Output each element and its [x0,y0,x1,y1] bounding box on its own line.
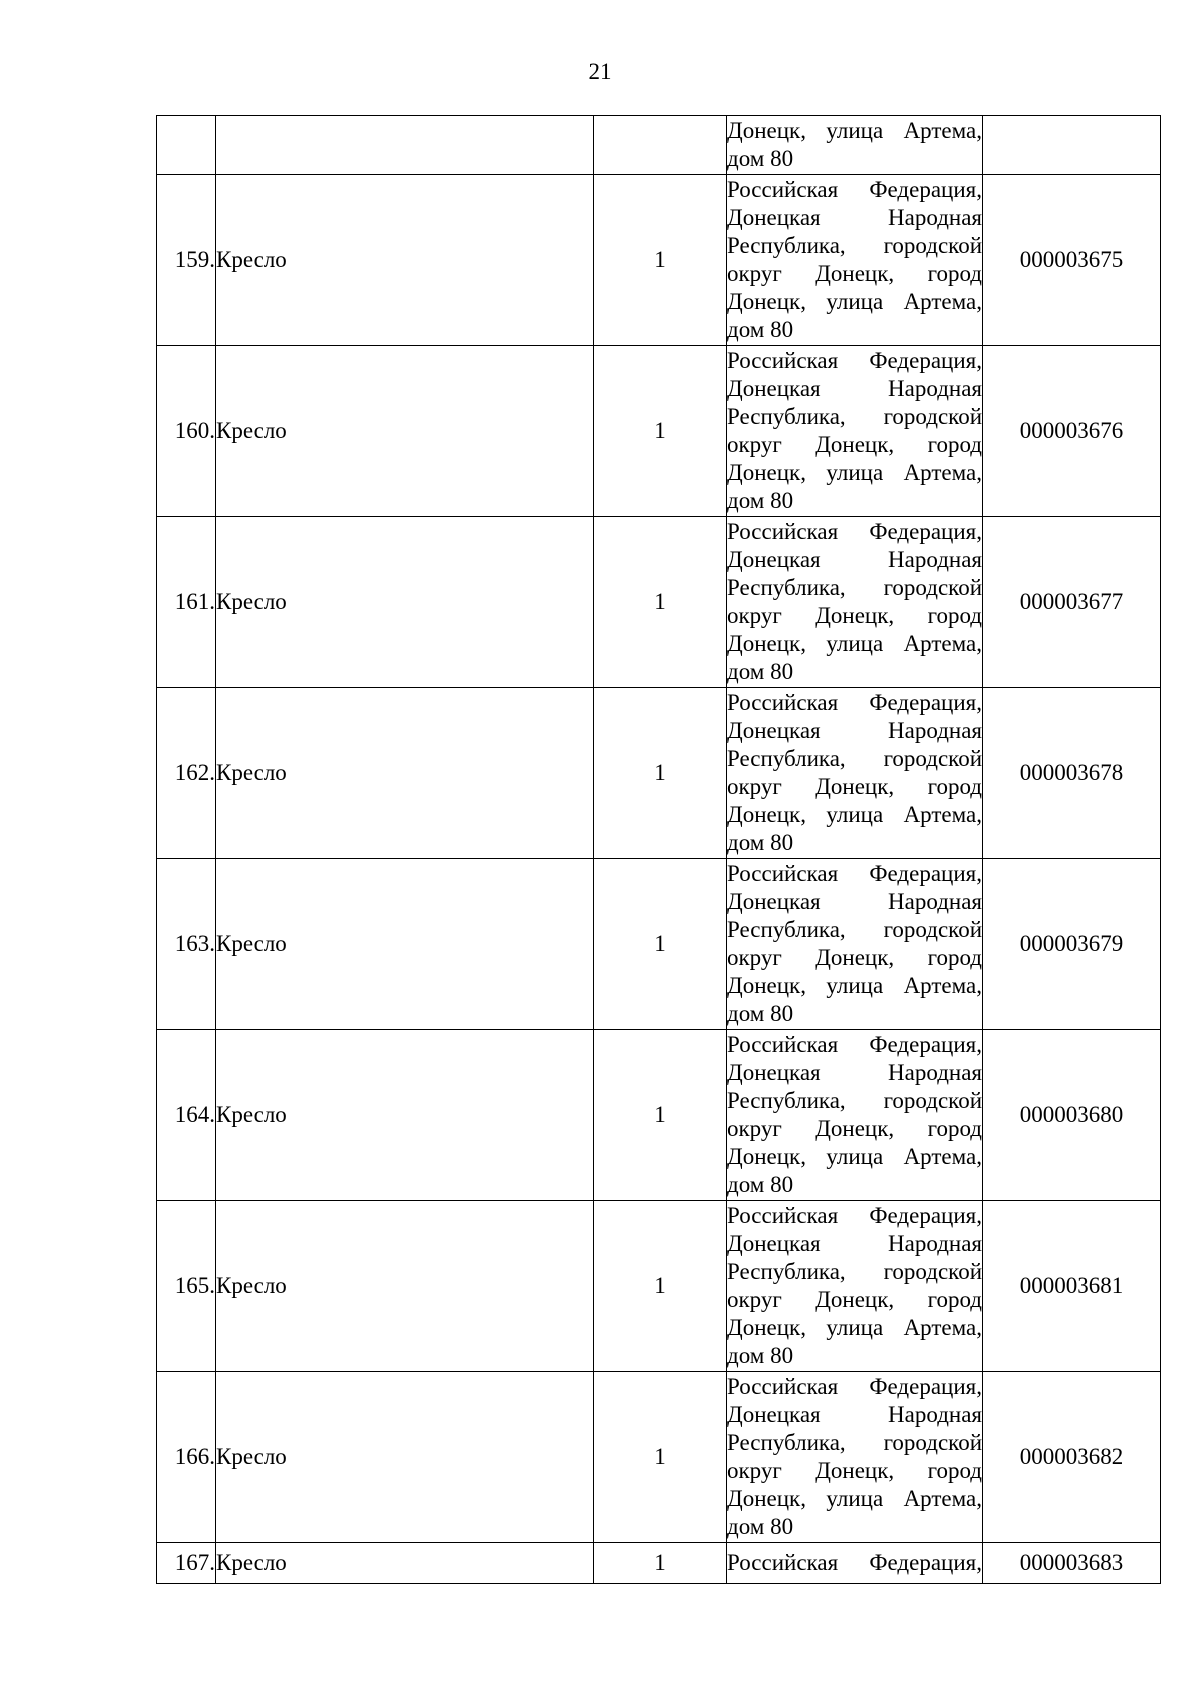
address-line: Республика, городской [727,575,982,600]
address-line: округ Донецк, город [727,1116,982,1141]
quantity-cell: 1 [594,1030,727,1201]
page-number: 21 [588,59,612,84]
inventory-code-cell: 000003677 [983,517,1161,688]
address-cell [727,688,983,859]
address-line: Донецк, улица Артема, [727,802,982,827]
address-line: Российская Федерация, [727,348,982,373]
row-number-cell: 163. [157,859,216,1030]
address-line: Донецк, улица Артема, [727,631,982,656]
address-cell [727,116,983,175]
quantity-cell: 1 [594,175,727,346]
quantity-cell: 1 [594,346,727,517]
address-line: Донецк, улица Артема, [727,1144,982,1169]
row-number-cell: 166. [157,1372,216,1543]
address-line: Донецкая Народная [727,889,982,914]
address-line: Российская Федерация, [727,690,982,715]
table-row-continuation [157,116,1161,175]
quantity-cell: 1 [594,1372,727,1543]
table-row [157,1030,1161,1201]
address-line: Республика, городской [727,233,982,258]
address-cell [727,517,983,688]
quantity-cell: 1 [594,517,727,688]
address-line: округ Донецк, город [727,1458,982,1483]
address-cell [727,346,983,517]
address-line: дом 80 [727,659,794,684]
address-line: Республика, городской [727,746,982,771]
address-line: округ Донецк, город [727,945,982,970]
inventory-code-cell: 000003678 [983,688,1161,859]
address-line: Республика, городской [727,1088,982,1113]
item-name-cell: Кресло [216,346,594,517]
inventory-code-cell: 000003681 [983,1201,1161,1372]
address-line: Российская Федерация, [727,1550,982,1575]
inventory-code-cell: 000003680 [983,1030,1161,1201]
inventory-code-cell: 000003679 [983,859,1161,1030]
quantity-cell: 1 [594,1543,727,1584]
address-line: дом 80 [727,830,794,855]
address-line: Донецкая Народная [727,1402,982,1427]
address-line: Российская Федерация, [727,1374,982,1399]
quantity-cell: 1 [594,688,727,859]
row-number-cell: 167. [157,1543,216,1584]
address-line: дом 80 [727,317,794,342]
address-line: Российская Федерация, [727,177,982,202]
address-line: дом 80 [727,146,794,171]
address-line: Республика, городской [727,1430,982,1455]
table-row [157,1201,1161,1372]
row-number-cell [157,116,216,175]
address-line: Донецкая Народная [727,718,982,743]
address-line: Донецк, улица Артема, [727,460,982,485]
inventory-code-cell [983,116,1161,175]
item-name-cell: Кресло [216,859,594,1030]
row-number-cell: 164. [157,1030,216,1201]
item-name-cell: Кресло [216,1030,594,1201]
address-line: Российская Федерация, [727,519,982,544]
address-line: Донецк, улица Артема, [727,973,982,998]
item-name-cell [216,116,594,175]
address-line: Донецкая Народная [727,376,982,401]
table-row [157,1543,1161,1584]
table-row [157,517,1161,688]
address-line: дом 80 [727,1172,794,1197]
address-cell [727,1030,983,1201]
address-line: Донецкая Народная [727,1060,982,1085]
row-number-cell: 159. [157,175,216,346]
address-cell [727,1543,983,1584]
address-line: Российская Федерация, [727,1032,982,1057]
address-line: Донецк, улица Артема, [727,289,982,314]
address-line: Донецк, улица Артема, [727,118,982,143]
address-line: дом 80 [727,1001,794,1026]
inventory-code-cell: 000003675 [983,175,1161,346]
quantity-cell: 1 [594,859,727,1030]
address-cell [727,1372,983,1543]
address-line: дом 80 [727,488,794,513]
address-line: Донецк, улица Артема, [727,1315,982,1340]
address-cell [727,859,983,1030]
inventory-code-cell: 000003683 [983,1543,1161,1584]
table-row [157,1372,1161,1543]
address-cell [727,1201,983,1372]
item-name-cell: Кресло [216,1201,594,1372]
item-name-cell: Кресло [216,1543,594,1584]
address-line: Российская Федерация, [727,1203,982,1228]
item-name-cell: Кресло [216,688,594,859]
address-line: Российская Федерация, [727,861,982,886]
address-line: Донецкая Народная [727,205,982,230]
address-line: Республика, городской [727,404,982,429]
quantity-cell [594,116,727,175]
address-line: округ Донецк, город [727,1287,982,1312]
address-line: дом 80 [727,1514,794,1539]
address-line: Донецк, улица Артема, [727,1486,982,1511]
row-number-cell: 165. [157,1201,216,1372]
address-line: Республика, городской [727,917,982,942]
table-row [157,688,1161,859]
quantity-cell: 1 [594,1201,727,1372]
inventory-code-cell: 000003676 [983,346,1161,517]
row-number-cell: 161. [157,517,216,688]
table-row [157,859,1161,1030]
table-row [157,346,1161,517]
row-number-cell: 160. [157,346,216,517]
table-row [157,175,1161,346]
row-number-cell: 162. [157,688,216,859]
item-name-cell: Кресло [216,1372,594,1543]
address-line: округ Донецк, город [727,261,982,286]
address-line: округ Донецк, город [727,603,982,628]
item-name-cell: Кресло [216,517,594,688]
address-line: Донецкая Народная [727,547,982,572]
item-name-cell: Кресло [216,175,594,346]
address-line: дом 80 [727,1343,794,1368]
address-line: округ Донецк, город [727,774,982,799]
address-cell [727,175,983,346]
inventory-code-cell: 000003682 [983,1372,1161,1543]
address-line: Донецкая Народная [727,1231,982,1256]
address-line: округ Донецк, город [727,432,982,457]
address-line: Республика, городской [727,1259,982,1284]
inventory-table [156,115,1161,1584]
